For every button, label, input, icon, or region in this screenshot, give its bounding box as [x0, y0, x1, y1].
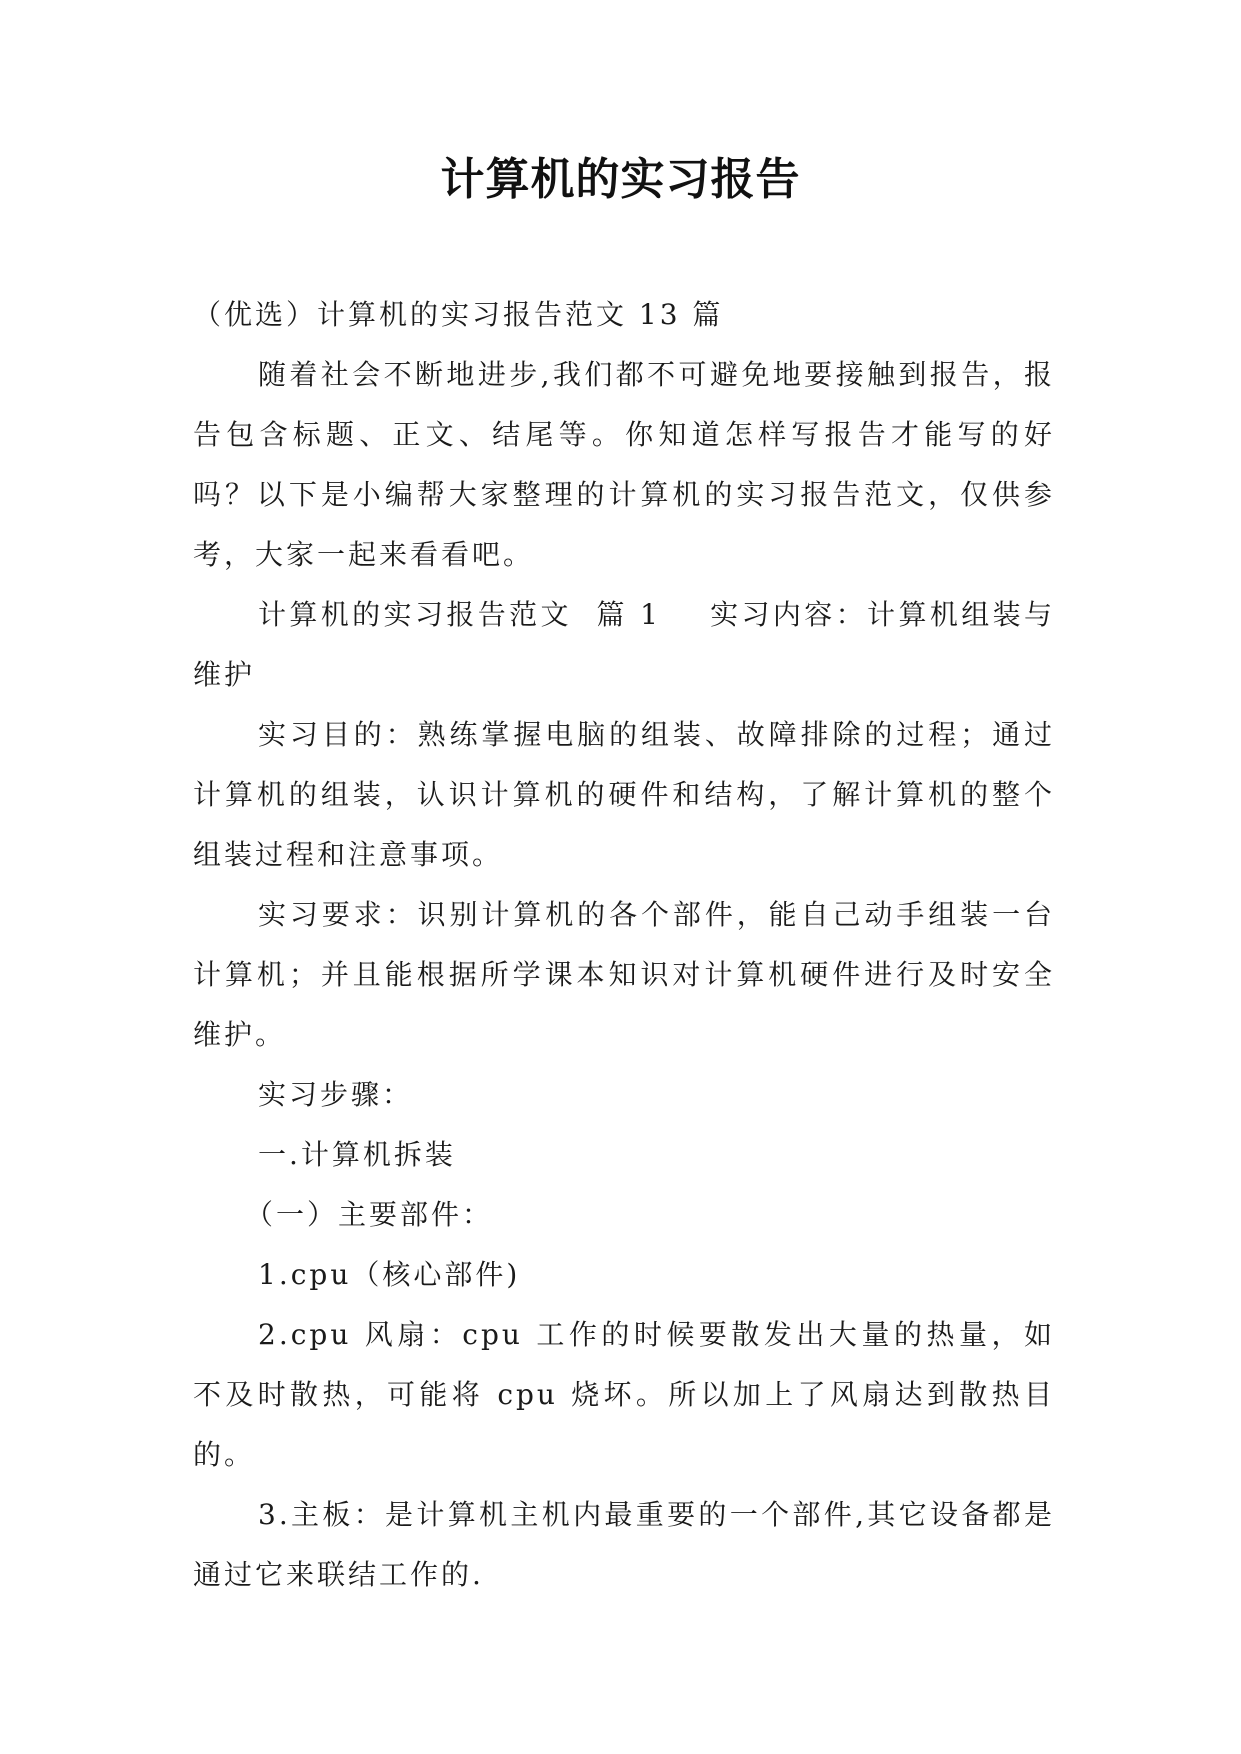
document-subtitle: （优选）计算机的实习报告范文 13 篇: [193, 298, 724, 331]
paragraph-cpu: 1.cpu（核心部件): [258, 1258, 521, 1291]
document-body: [193, 285, 1055, 1605]
paragraph-section-heading: 计算机的实习报告范文 篇 1 实习内容：计算机组装与维护: [193, 598, 1055, 691]
paragraph-motherboard: 3.主板：是计算机主机内最重要的一个部件,其它设备都是通过它来联结工作的.: [193, 1498, 1055, 1591]
document-title: 计算机的实习报告: [440, 154, 801, 205]
paragraph-purpose: 实习目的：熟练掌握电脑的组装、故障排除的过程；通过计算机的组装，认识计算机的硬件和结构，了解计算机的整个组装过程和注意事项。: [193, 718, 1055, 871]
paragraph-intro: 随着社会不断地进步,我们都不可避免地要接触到报告，报告包含标题、正文、结尾等。你知道怎样写报告才能写的好吗？以下是小编帮大家整理的计算机的实习报告范文，仅供参考，大家一起来看看吧。: [193, 358, 1055, 571]
paragraph-main-parts: （一）主要部件：: [245, 1198, 494, 1231]
paragraph-steps-label: 实习步骤：: [258, 1078, 414, 1111]
paragraph-requirements: 实习要求：识别计算机的各个部件，能自己动手组装一台计算机；并且能根据所学课本知识对计算机硬件进行及时安全维护。: [193, 898, 1055, 1051]
paragraph-cpu-fan: 2.cpu 风扇：cpu 工作的时候要散发出大量的热量，如不及时散热，可能将 cpu 烧坏。所以加上了风扇达到散热目的。: [193, 1318, 1055, 1471]
paragraph-step-one: 一.计算机拆装: [258, 1138, 456, 1171]
